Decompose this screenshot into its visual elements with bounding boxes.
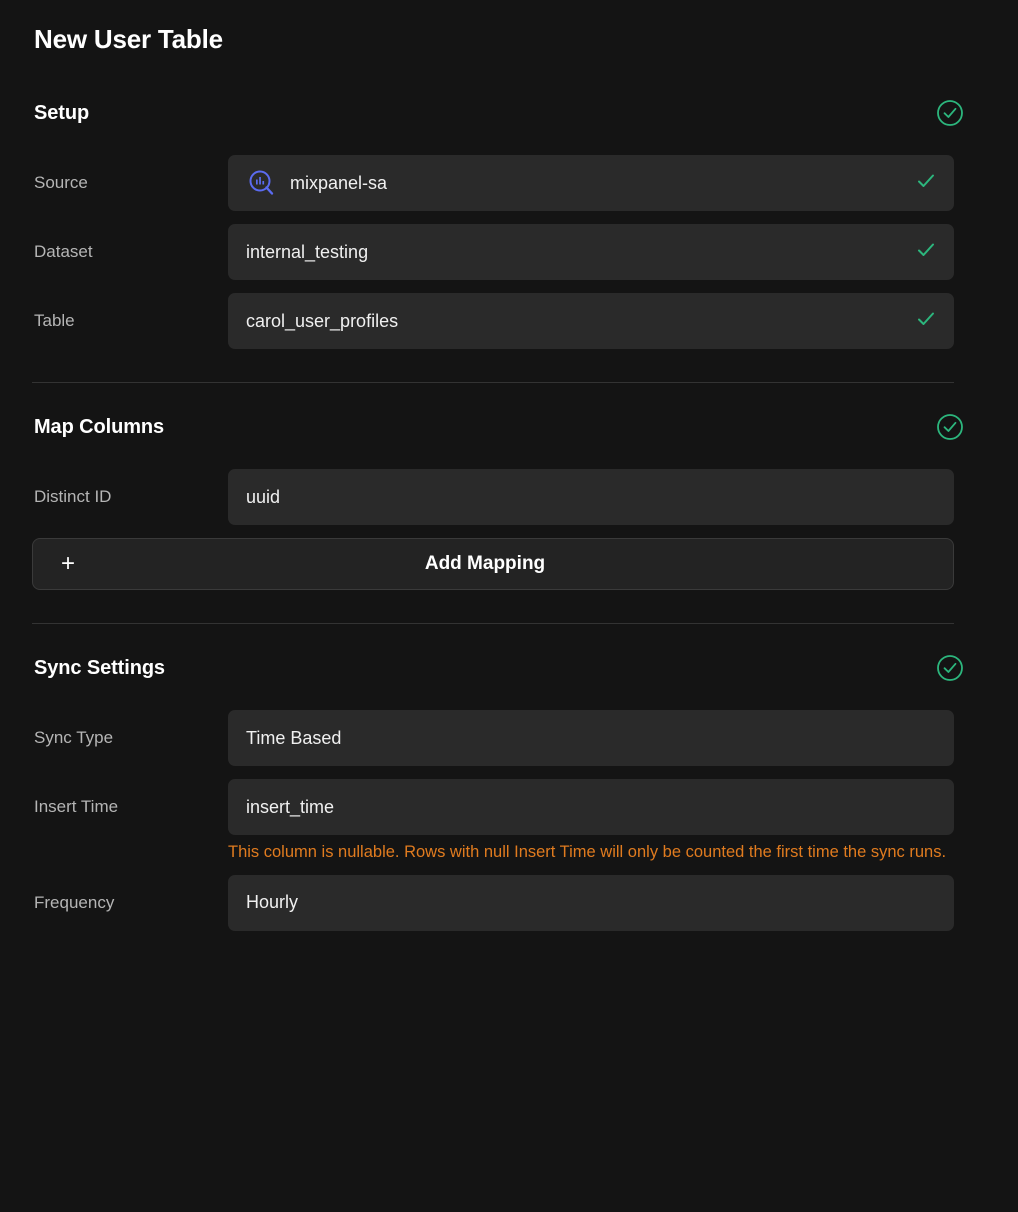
field-value: uuid — [246, 486, 281, 507]
section-divider — [32, 623, 954, 624]
insert-time-warning: This column is nullable. Rows with null Insert Time will only be counted the first time the sync runs. — [228, 843, 947, 861]
check-circle-icon — [936, 413, 964, 441]
field-label: Sync Type — [34, 728, 114, 747]
section-setup — [32, 99, 986, 349]
field-row-source — [32, 155, 986, 211]
field-label: Distinct ID — [34, 487, 112, 506]
field-row-sync-type — [32, 710, 986, 766]
field-value: internal_testing — [246, 241, 369, 262]
add-mapping-button[interactable] — [32, 538, 954, 590]
field-row-distinct-id — [32, 469, 986, 525]
field-label: Insert Time — [34, 797, 119, 816]
dataset-select[interactable] — [228, 224, 954, 280]
section-title: Sync Settings — [34, 656, 165, 679]
field-value: mixpanel-sa — [290, 172, 388, 193]
add-mapping-label: Add Mapping — [424, 553, 546, 574]
field-value: Time Based — [246, 727, 342, 748]
field-value: carol_user_profiles — [246, 310, 399, 331]
section-title: Setup — [34, 101, 90, 124]
field-label: Dataset — [34, 242, 93, 261]
source-select[interactable] — [228, 155, 954, 211]
section-map-columns — [32, 413, 986, 590]
section-header-map-columns — [32, 413, 986, 441]
distinct-id-select[interactable] — [228, 469, 954, 525]
insert-time-select[interactable] — [228, 779, 954, 835]
check-circle-icon — [936, 99, 964, 127]
valid-check-icon — [916, 171, 936, 196]
section-header-setup — [32, 99, 986, 127]
section-header-sync-settings — [32, 654, 986, 682]
field-label: Source — [34, 173, 88, 192]
valid-check-icon — [916, 309, 936, 334]
field-value: Hourly — [246, 892, 299, 913]
table-select[interactable] — [228, 293, 954, 349]
field-row-dataset — [32, 224, 986, 280]
section-divider — [32, 382, 954, 383]
field-row-frequency — [32, 875, 986, 931]
valid-check-icon — [916, 240, 936, 265]
field-value: insert_time — [246, 796, 335, 817]
section-sync-settings — [32, 654, 986, 931]
mixpanel-source-icon — [246, 168, 276, 198]
field-row-table — [32, 293, 986, 349]
field-row-insert-time — [32, 779, 986, 835]
plus-icon: + — [61, 550, 76, 577]
page-title: New User Table — [34, 24, 223, 54]
frequency-select[interactable] — [228, 875, 954, 931]
field-label: Frequency — [34, 892, 115, 912]
section-title: Map Columns — [34, 415, 165, 438]
field-label: Table — [34, 311, 75, 330]
sync-type-select[interactable] — [228, 710, 954, 766]
check-circle-icon — [936, 654, 964, 682]
